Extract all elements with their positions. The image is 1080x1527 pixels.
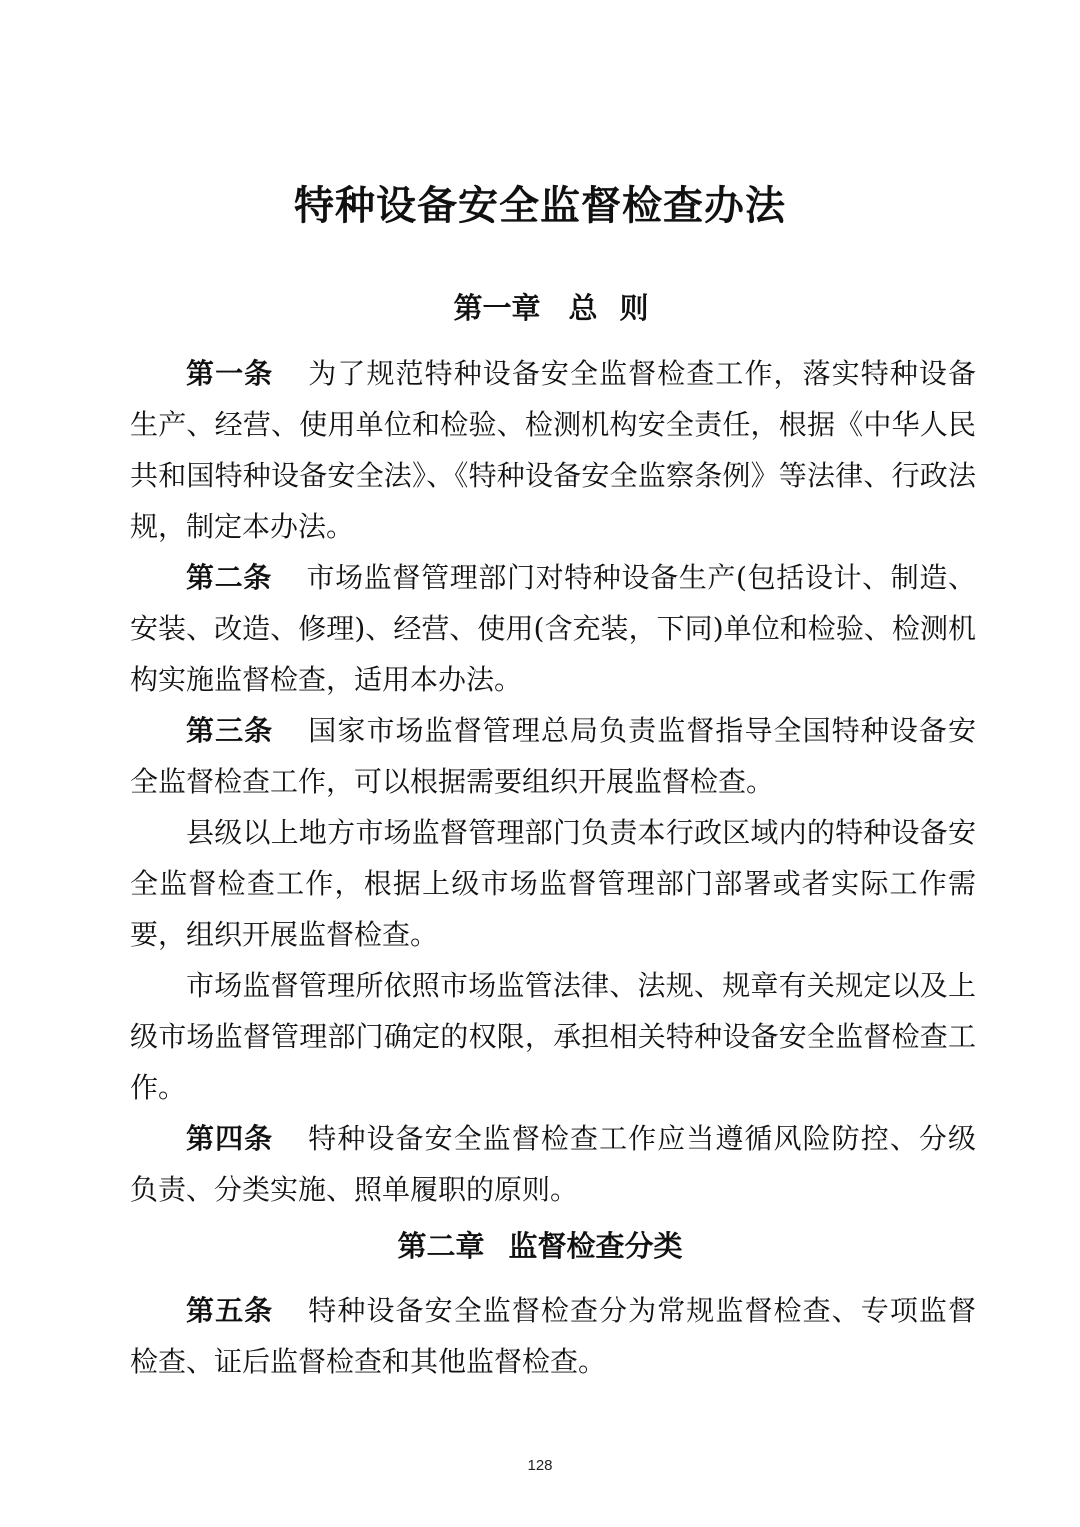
article-4-text: 特种设备安全监督检查工作应当遵循风险防控、分级负责、分类实施、照单履职的原则。 [130, 1122, 976, 1206]
article-4 [130, 1113, 976, 1215]
article-4-label: 第四条 [186, 1122, 274, 1155]
chapter-2-name: 监督检查分类 [508, 1229, 683, 1263]
chapter-heading-1 [0, 288, 1080, 328]
page-number: 128 [527, 1457, 553, 1474]
article-2-label: 第二条 [186, 561, 272, 594]
article-3-paragraph-2: 县级以上地方市场监督管理部门负责本行政区域内的特种设备安全监督检查工作，根据上级市场监督管理部门部署或者实际工作需要，组织开展监督检查。 [130, 816, 976, 951]
article-2 [130, 552, 976, 705]
article-1 [130, 348, 976, 552]
article-5-text: 特种设备安全监督检查分为常规监督检查、专项监督检查、证后监督检查和其他监督检查。 [130, 1294, 976, 1378]
article-3-label: 第三条 [186, 714, 274, 747]
chapter-1-body [130, 348, 976, 1215]
chapter-2-body [130, 1285, 976, 1387]
article-3-paragraph-3: 市场监督管理所依照市场监管法律、法规、规章有关规定以及上级市场监督管理部门确定的权限，承担相关特种设备安全监督检查工作。 [130, 969, 976, 1104]
chapter-1-number: 第一章 [453, 291, 541, 325]
article-5-label: 第五条 [186, 1294, 274, 1327]
document-title: 特种设备安全监督检查办法 [294, 183, 786, 229]
article-2-text: 市场监督管理部门对特种设备生产(包括设计、制造、安装、改造、修理)、经营、使用(含充装，下同)单位和检验、检测机构实施监督检查，适用本办法。 [130, 561, 976, 696]
article-3 [130, 705, 976, 807]
chapter-1-name-part1: 总 [568, 291, 598, 325]
article-1-label: 第一条 [186, 357, 274, 390]
chapter-1-name-part2: 则 [619, 291, 649, 325]
chapter-heading-2 [0, 1226, 1080, 1266]
chapter-2-number: 第二章 [397, 1229, 485, 1263]
article-1-text: 为了规范特种设备安全监督检查工作，落实特种设备生产、经营、使用单位和检验、检测机构安全责任，根据《中华人民共和国特种设备安全法》、《特种设备安全监察条例》等法律、行政法规，制定本办法。 [130, 357, 976, 543]
article-5 [130, 1285, 976, 1387]
article-3-text: 国家市场监督管理总局负责监督指导全国特种设备安全监督检查工作，可以根据需要组织开展监督检查。 [130, 714, 976, 798]
